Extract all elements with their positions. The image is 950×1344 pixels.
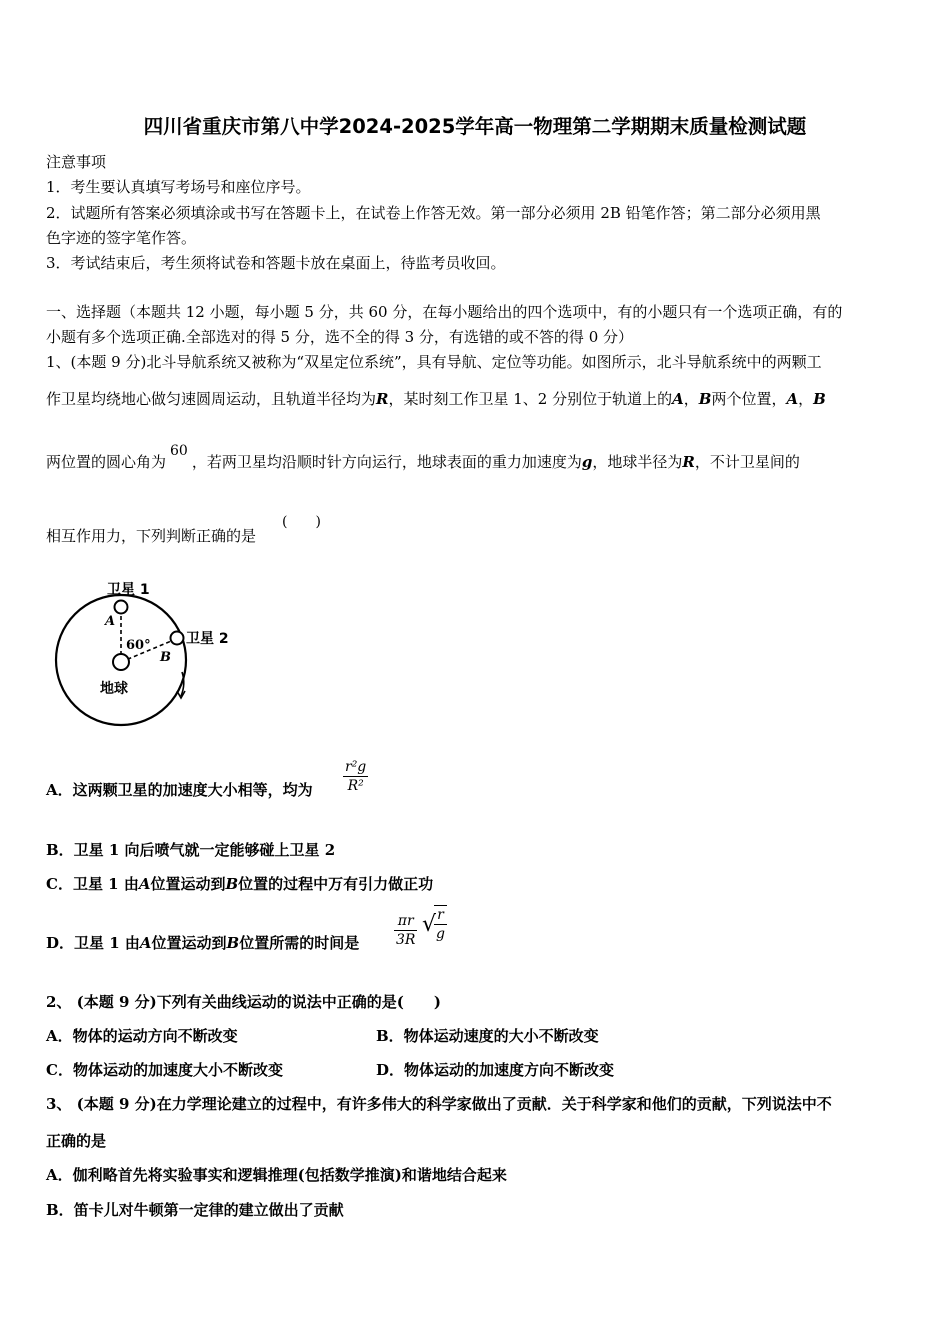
q1-text: 位置所需的时间是 [239,934,360,952]
q2-option-b: B．物体运动速度的大小不断改变 [376,1027,599,1045]
q1-option-b: B．卫星 1 向后喷气就一定能够碰上卫星 2 [46,841,336,859]
q1-text: 两位置的圆心角为 [46,453,167,471]
q1-option-d [46,933,359,953]
fraction-numerator: r²g [345,759,367,775]
formula-fraction [343,758,368,795]
sat1-label: 卫星 1 [107,582,150,598]
q2-stem: 2、 (本题 9 分)下列有关曲线运动的说法中正确的是( ) [46,993,441,1011]
q2-option-a: A．物体的运动方向不断改变 [46,1027,238,1045]
var-B: B [813,390,826,408]
q1-stem [46,443,800,473]
formula-fraction [394,912,417,949]
var-A: A [138,875,151,893]
notice-item: 2．试题所有答案必须填涂或书写在答题卡上，在试卷上作答无效。第一部分必须用 2B 铅笔作答；第二部分必须用黑 [46,204,821,222]
q1-text: ，若两卫星均沿顺时针方向运行，地球表面的重力加速度为 [191,453,582,471]
q1-stem: 相互作用力，下列判断正确的是 [46,527,257,545]
q1-stem: 1、(本题 9 分)北斗导航系统又被称为“双星定位系统”，具有导航、定位等功能。如图所示，北斗导航系统中的两颗工 [46,353,822,371]
var-B: B [225,875,239,893]
q1-text: ，某时刻工作卫星 1、2 分别位于轨道上的 [388,390,673,408]
q1-text: 位置的过程中万有引力做正功 [238,875,434,893]
q3-option-b: B．笛卡儿对牛顿第一定律的建立做出了贡献 [46,1201,344,1219]
notice-item: 3．考试结束后，考生须将试卷和答题卡放在桌面上，待监考员收回。 [46,254,506,272]
q1-text: 位置运动到 [151,934,227,952]
earth [113,654,129,670]
q1-text: ，地球半径为 [592,453,683,471]
angle-value: 60 [170,443,188,459]
point-b-label: B [160,650,171,665]
q1-text: C．卫星 1 由 [46,875,139,893]
answer-bracket: ( ) [282,514,321,530]
q1-text: ，不计卫星间的 [694,453,800,471]
notice-item: 色字迹的签字笔作答。 [46,229,197,247]
q1-text: ， [798,390,814,408]
q3-stem: 3、 (本题 9 分)在力学理论建立的过程中，有许多伟大的科学家做出了贡献．关于科学家和他们的贡献，下列说法中不 [46,1095,832,1113]
q1-option-a: A．这两颗卫星的加速度大小相等，均为 [46,781,313,799]
page-title: 四川省重庆市第八中学2024-2025学年高一物理第二学期期末质量检测试题 [143,115,807,138]
q1-text: 作卫星均绕地心做匀速圆周运动，且轨道半径均为 [46,390,377,408]
point-a-label: A [105,614,116,629]
fraction-denominator: R² [347,778,364,794]
var-A: A [786,390,799,408]
sat2-label: 卫星 2 [186,631,229,647]
q1-text: ， [683,390,699,408]
satellite-1 [115,601,128,614]
var-g: g [581,453,593,471]
var-B: B [698,390,712,408]
fraction-numerator: r [434,906,447,925]
var-B: B [226,934,240,952]
fraction-numerator: πr [394,912,417,931]
fraction-denominator: 3R [396,932,416,948]
orbit-diagram [50,572,250,734]
section-instructions: 小题有多个选项正确.全部选对的得 5 分，选不全的得 3 分，有选错的或不答的得 0 分） [46,328,634,346]
var-R: R [376,390,389,408]
fraction-denominator: g [436,926,445,942]
q1-stem [46,389,826,409]
notice-item: 1．考生要认真填写考场号和座位序号。 [46,178,311,196]
earth-label: 地球 [100,681,128,697]
q3-stem: 正确的是 [46,1132,107,1150]
q2-option-d: D．物体运动的加速度方向不断改变 [376,1061,615,1079]
satellite-2 [171,632,184,645]
notice-heading: 注意事项 [46,153,107,171]
radical-sign: √ [422,912,437,937]
q3-option-a: A．伽利略首先将实验事实和逻辑推理(包括数学推演)和谐地结合起来 [46,1166,507,1184]
q1-text: 两个位置， [711,390,787,408]
q2-option-c: C．物体运动的加速度大小不断改变 [46,1061,283,1079]
square-root [422,905,447,943]
q1-text: D．卫星 1 由 [46,934,140,952]
var-A: A [672,390,684,408]
angle-label: 60° [126,638,151,653]
q1-option-c [46,874,433,894]
var-A: A [139,934,152,952]
section-instructions: 一、选择题（本题共 12 小题，每小题 5 分，共 60 分，在每小题给出的四个选项中，有的小题只有一个选项正确，有的 [46,303,843,321]
q1-text: 位置运动到 [150,875,226,893]
var-R: R [682,453,695,471]
